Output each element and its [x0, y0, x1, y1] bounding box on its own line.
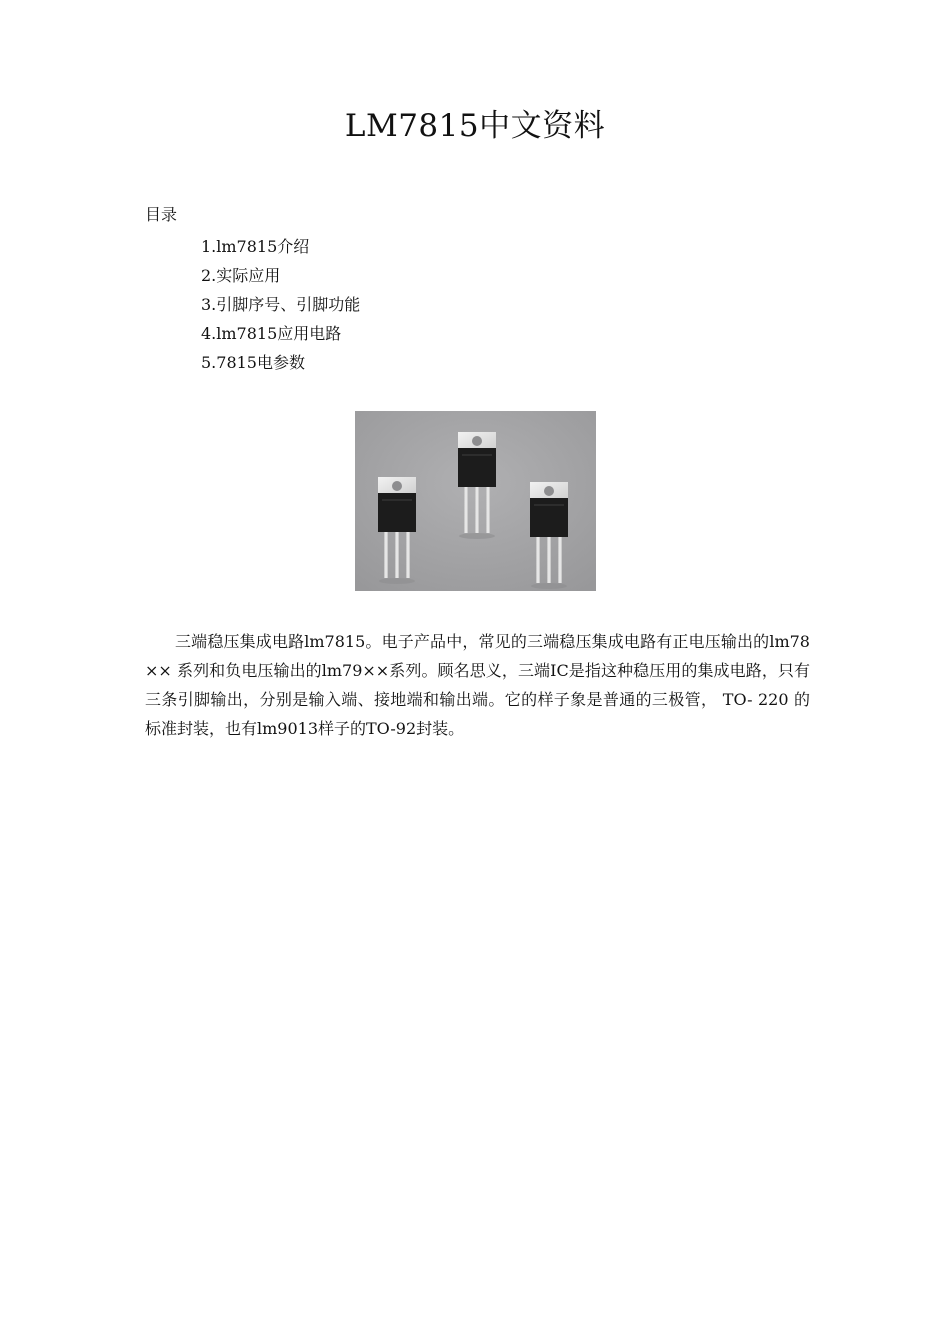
- toc-item: 5.7815电参数: [201, 353, 305, 372]
- toc-heading: 目录: [145, 205, 178, 224]
- intro-paragraph: 三端稳压集成电路lm7815。电子产品中，常见的三端稳压集成电路有正电压输出的lm78 ×× 系列和负电压输出的lm79××系列。顾名思义，三端IC是指这种稳压用的集成电路，只有三条引脚输出，分别是输入端、接地端和输出端。它的样子象是普通的三极管， TO- 220 的标准封装，也有lm9013样子的TO-92封装。: [145, 632, 810, 738]
- toc-item: 4.lm7815应用电路: [201, 324, 342, 343]
- toc-item: 3.引脚序号、引脚功能: [201, 295, 361, 314]
- toc-list: [201, 232, 360, 377]
- page-title: LM7815中文资料: [344, 108, 606, 144]
- regulator-photo: [355, 411, 596, 591]
- toc-item: 1.lm7815介绍: [201, 237, 310, 256]
- toc-item: 2.实际应用: [201, 266, 281, 285]
